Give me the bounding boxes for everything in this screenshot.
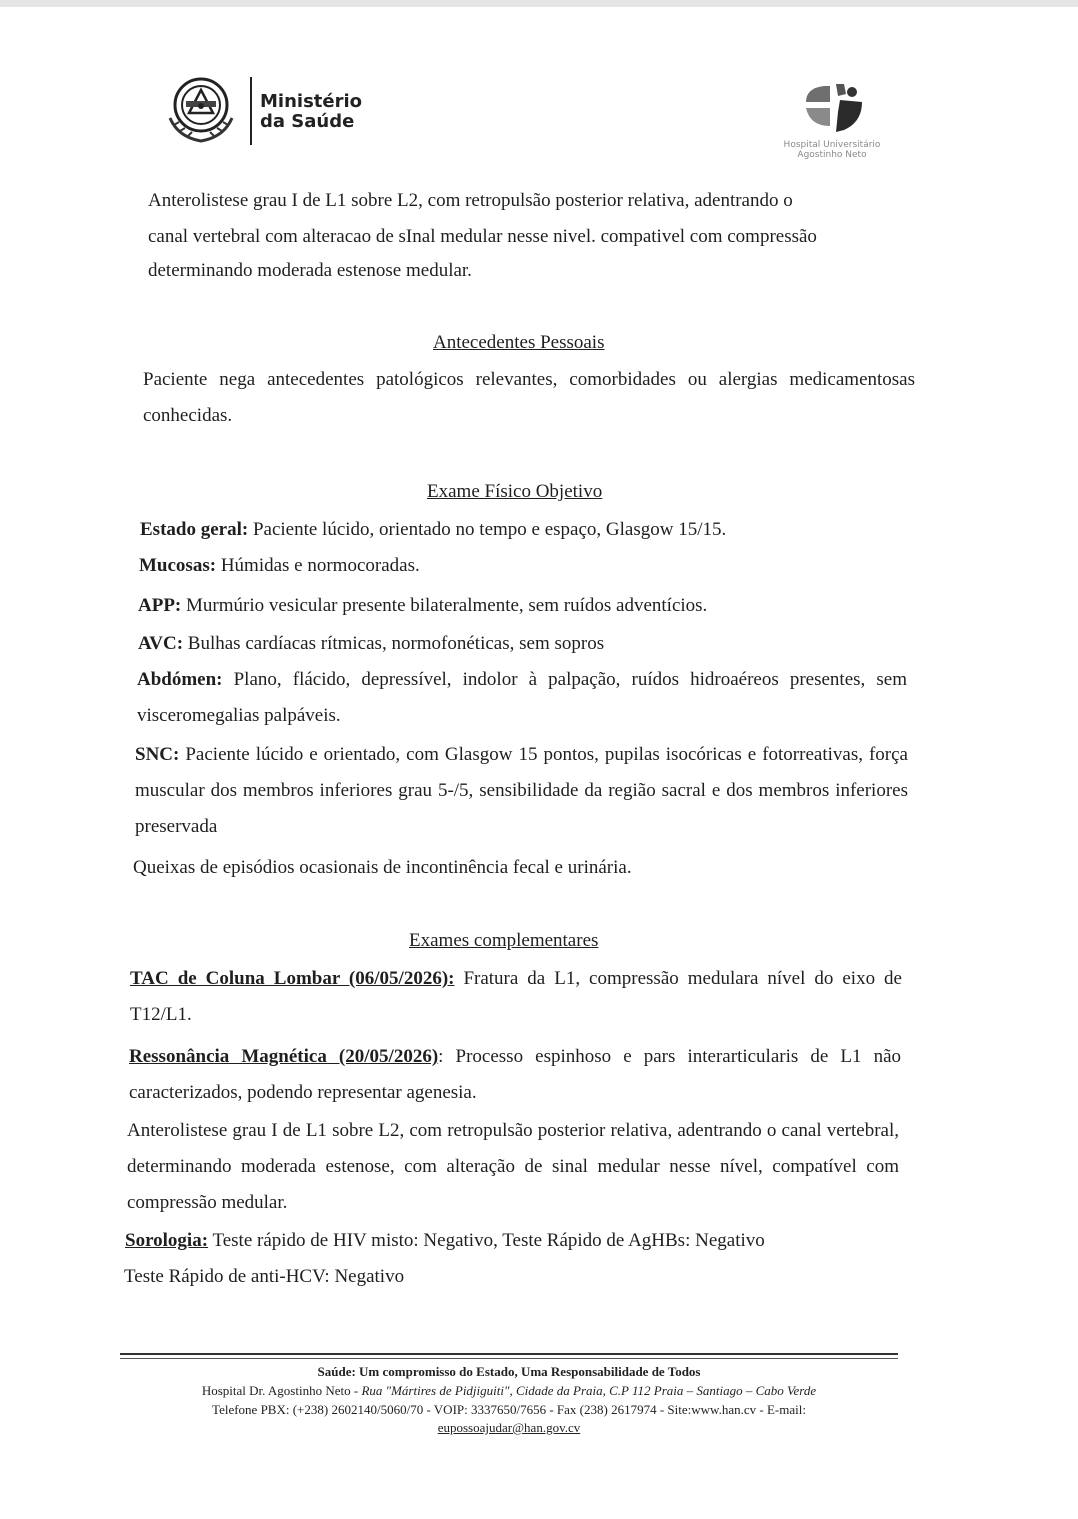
avc-label: AVC:	[138, 633, 184, 654]
intro-line-3: determinando moderada estenose medular.	[148, 260, 472, 281]
avc-text: Bulhas cardíacas rítmicas, normofonéticas, sem sopros	[183, 633, 605, 654]
footer-rule-thin	[120, 1358, 898, 1359]
hospital-name	[762, 140, 902, 160]
tac-label: TAC de Coluna Lombar (06/05/2026):	[130, 968, 455, 989]
app-text: Murmúrio vesicular presente bilateralmente, sem ruídos adventícios.	[181, 595, 708, 616]
footer-phone: Telefone PBX: (+238) 2602140/5060/70 - VOIP: 3337650/7656 - Fax (238) 2617974 - Site:www.han.cv - E-mail:	[212, 1402, 806, 1417]
tac-text: Fratura da L1, compressão medulara nível do eixo de T12/L1.	[130, 968, 902, 1025]
exames-complementares-heading: Exames complementares	[409, 930, 599, 951]
estado-geral-item	[140, 512, 726, 548]
footer-address-name: Hospital Dr. Agostinho Neto -	[201, 1383, 362, 1398]
rm-text-2: Anterolistese grau I de L1 sobre L2, com retropulsão posterior relativa, adentrando o canal vertebral, determinando moderada estenose, com alteração de sinal medular nesse nível, compatível com compressão medular.	[127, 1120, 899, 1213]
intro-line-2: canal vertebral com alteracao de sInal medular nesse nivel. compativel com compressão	[148, 226, 817, 247]
abdomen-text: Plano, flácido, depressível, indolor à palpação, ruídos hidroaéreos presentes, sem visceromegalias palpáveis.	[137, 669, 907, 726]
snc-label: SNC:	[135, 744, 180, 765]
footer-motto: Saúde: Um compromisso do Estado, Uma Responsabilidade de Todos	[317, 1364, 701, 1379]
ministry-line-1: Ministério	[260, 91, 363, 112]
abdomen-label: Abdómen:	[137, 669, 223, 690]
hospital-name-line-2: Agostinho Neto	[797, 150, 867, 160]
mucosas-text: Húmidas e normocoradas.	[216, 555, 420, 576]
abdomen-item	[137, 662, 907, 734]
ministry-title	[260, 92, 362, 132]
app-label: APP:	[138, 595, 182, 616]
mucosas-item	[139, 548, 420, 584]
footer-address-rest: Rua "Mártires de Pidjiguiti", Cidade da Praia, C.P 112 Praia – Santiago – Cabo Verde	[361, 1383, 817, 1398]
antecedentes-text: Paciente nega antecedentes patológicos relevantes, comorbidades ou alergias medicamentosas conhecidas.	[143, 369, 915, 426]
footer-address	[120, 1383, 898, 1399]
estado-geral-text: Paciente lúcido, orientado no tempo e espaço, Glasgow 15/15.	[248, 519, 727, 540]
sorologia-label: Sorologia:	[125, 1230, 209, 1251]
footer-email-line	[120, 1420, 898, 1436]
exame-fisico-heading: Exame Físico Objetivo	[427, 481, 603, 502]
ministry-line-2: da Saúde	[260, 111, 355, 132]
cabo-verde-seal-icon	[160, 73, 242, 149]
snc-item	[135, 737, 908, 845]
antecedentes-heading: Antecedentes Pessoais	[433, 332, 605, 353]
rm-text: : Processo espinhoso e pars interarticularis de L1 não caracterizados, podendo representar agenesia.	[129, 1046, 901, 1103]
footer-email-link[interactable]: eupossoajudar@han.gov.cv	[437, 1420, 581, 1435]
mucosas-label: Mucosas:	[139, 555, 217, 576]
rm-label: Ressonância Magnética (20/05/2026)	[129, 1046, 439, 1067]
sorologia-line-2: Teste Rápido de anti-HCV: Negativo	[124, 1266, 405, 1287]
intro-line-1: Anterolistese grau I de L1 sobre L2, com retropulsão posterior relativa, adentrando o	[148, 190, 793, 211]
app-item	[138, 588, 707, 624]
queixas-text: Queixas de episódios ocasionais de incontinência fecal e urinária.	[133, 857, 632, 878]
hospital-name-line-1: Hospital Universitário	[783, 140, 881, 150]
avc-item	[138, 626, 604, 662]
snc-text: Paciente lúcido e orientado, com Glasgow 15 pontos, pupilas isocóricas e fotorreativas, força muscular dos membros inferiores grau 5-/5, sensibilidade da região sacral e dos membros inferiores preservada	[135, 744, 908, 837]
footer-rule	[120, 1353, 898, 1355]
header-divider	[250, 77, 252, 145]
rm-item	[129, 1039, 901, 1111]
estado-geral-label: Estado geral:	[140, 519, 249, 540]
sorologia-text: Teste rápido de HIV misto: Negativo, Teste Rápido de AgHBs: Negativo	[208, 1230, 765, 1251]
sorologia-item	[125, 1223, 765, 1259]
hospital-logo-icon	[800, 80, 870, 138]
tac-item	[130, 961, 902, 1033]
